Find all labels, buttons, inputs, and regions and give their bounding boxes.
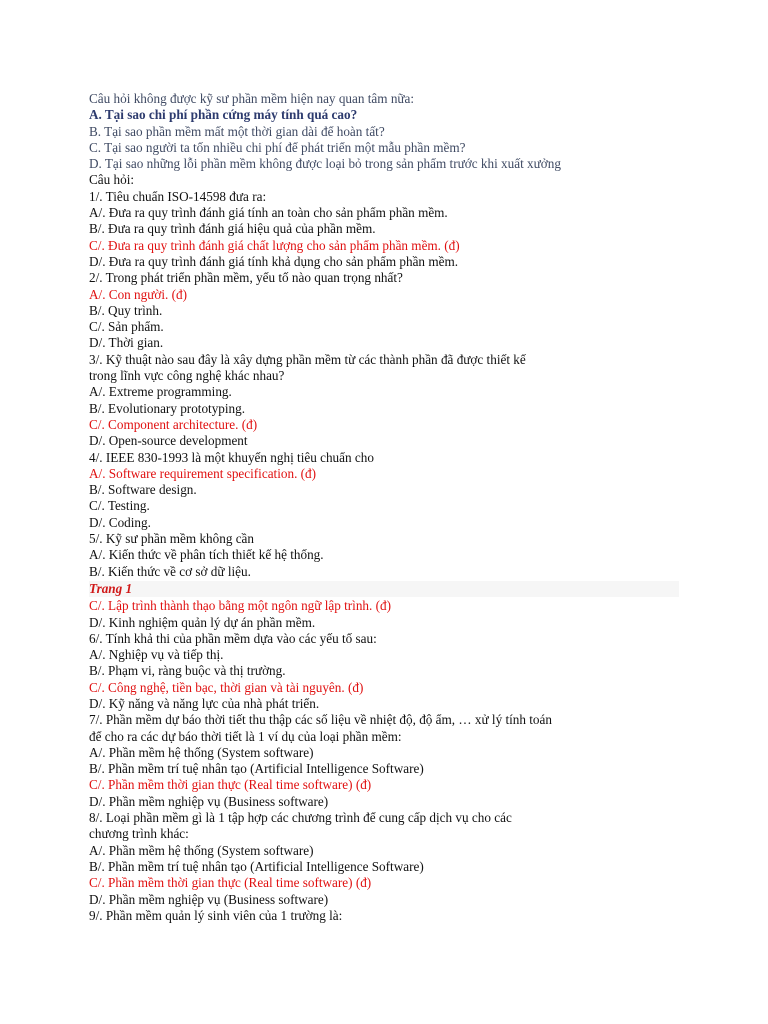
intro-option-b: B. Tại sao phần mềm mất một thời gian dài để hoàn tất? <box>89 123 385 139</box>
intro-option-a: A. Tại sao chi phí phần cứng máy tính quá cao? <box>89 107 358 123</box>
intro-question: Câu hỏi không được kỹ sư phần mềm hiện nay quan tâm nữa: <box>89 91 415 106</box>
q4-option-c: C/. Testing. <box>89 498 150 514</box>
q6-option-d: D/. Kỹ năng và năng lực của nhà phát triển. <box>89 695 320 711</box>
q5-option-b: B/. Kiến thức về cơ sở dữ liệu. <box>89 563 251 579</box>
q7-option-c-correct: C/. Phần mềm thời gian thực (Real time software) (đ) <box>89 777 372 793</box>
q8-option-c-correct: C/. Phần mềm thời gian thực (Real time software) (đ) <box>89 875 372 891</box>
q2-option-b: B/. Quy trình. <box>89 302 163 318</box>
q8-question-line2: chương trình khác: <box>89 826 189 842</box>
q7-question-line1: 7/. Phần mềm dự báo thời tiết thu thập các số liệu về nhiệt độ, độ ẩm, … xử lý tính toán <box>89 712 552 728</box>
q7-option-b: B/. Phần mềm trí tuệ nhân tạo (Artificial Intelligence Software) <box>89 761 424 777</box>
intro-option-d: D. Tại sao những lỗi phần mềm không được loại bỏ trong sản phẩm trước khi xuất xưởng <box>89 156 561 172</box>
q3-option-a: A/. Extreme programming. <box>89 384 232 400</box>
q8-option-a: A/. Phần mềm hệ thống (System software) <box>89 842 314 858</box>
q2-option-d: D/. Thời gian. <box>89 335 164 351</box>
q1-option-b: B/. Đưa ra quy trình đánh giá hiệu quả của phần mềm. <box>89 221 376 237</box>
q5-option-c-correct: C/. Lập trình thành thạo bằng một ngôn ngữ lập trình. (đ) <box>89 598 391 614</box>
q1-option-d: D/. Đưa ra quy trình đánh giá tính khả dụng cho sản phẩm phần mềm. <box>89 253 458 269</box>
q2-question: 2/. Trong phát triển phần mềm, yếu tố nào quan trọng nhất? <box>89 270 403 286</box>
q6-option-b: B/. Phạm vi, ràng buộc và thị trường. <box>89 663 286 679</box>
q5-option-d: D/. Kinh nghiệm quản lý dự án phần mềm. <box>89 614 316 630</box>
q9-question: 9/. Phần mềm quản lý sinh viên của 1 trường là: <box>89 907 343 923</box>
q5-question: 5/. Kỹ sư phần mềm không cần <box>89 531 255 547</box>
q2-option-c: C/. Sản phẩm. <box>89 319 164 335</box>
q1-question: 1/. Tiêu chuẩn ISO-14598 đưa ra: <box>89 188 267 204</box>
page-marker: Trang 1 <box>89 581 679 597</box>
q3-question-line2: trong lĩnh vực công nghệ khác nhau? <box>89 368 285 384</box>
q7-option-d: D/. Phần mềm nghiệp vụ (Business software) <box>89 793 329 809</box>
q4-option-b: B/. Software design. <box>89 482 197 498</box>
q6-option-c-correct: C/. Công nghệ, tiền bạc, thời gian và tài nguyên. (đ) <box>89 679 364 695</box>
q8-question-line1: 8/. Loại phần mềm gì là 1 tập hợp các chương trình để cung cấp dịch vụ cho các <box>89 810 512 826</box>
q7-question-line2: để cho ra các dự báo thời tiết là 1 ví dụ của loại phần mềm: <box>89 728 402 744</box>
q4-question: 4/. IEEE 830-1993 là một khuyến nghị tiêu chuẩn cho <box>89 449 374 465</box>
q3-question-line1: 3/. Kỹ thuật nào sau đây là xây dựng phần mềm từ các thành phần đã được thiết kế <box>89 351 526 367</box>
q3-option-b: B/. Evolutionary prototyping. <box>89 400 246 416</box>
q4-option-a-correct: A/. Software requirement specification. (đ) <box>89 465 317 481</box>
q8-option-d: D/. Phần mềm nghiệp vụ (Business software) <box>89 891 329 907</box>
q8-option-b: B/. Phần mềm trí tuệ nhân tạo (Artificial Intelligence Software) <box>89 858 424 874</box>
q4-option-d: D/. Coding. <box>89 514 151 530</box>
q6-question: 6/. Tính khả thi của phần mềm dựa vào các yếu tố sau: <box>89 630 377 646</box>
questions-heading: Câu hỏi: <box>89 172 135 188</box>
q3-option-d: D/. Open-source development <box>89 433 248 449</box>
q1-option-c-correct: C/. Đưa ra quy trình đánh giá chất lượng cho sản phẩm phần mềm. (đ) <box>89 237 460 253</box>
q2-option-a-correct: A/. Con người. (đ) <box>89 286 188 302</box>
q3-option-c-correct: C/. Component architecture. (đ) <box>89 416 258 432</box>
q5-option-a: A/. Kiến thức về phân tích thiết kế hệ thống. <box>89 547 324 563</box>
q1-option-a: A/. Đưa ra quy trình đánh giá tính an toàn cho sản phẩm phần mềm. <box>89 205 448 221</box>
intro-option-c: C. Tại sao người ta tốn nhiều chi phí để phát triển một mẫu phần mềm? <box>89 139 466 155</box>
q7-option-a: A/. Phần mềm hệ thống (System software) <box>89 744 314 760</box>
document-page <box>89 91 689 924</box>
q6-option-a: A/. Nghiệp vụ và tiếp thị. <box>89 647 224 663</box>
